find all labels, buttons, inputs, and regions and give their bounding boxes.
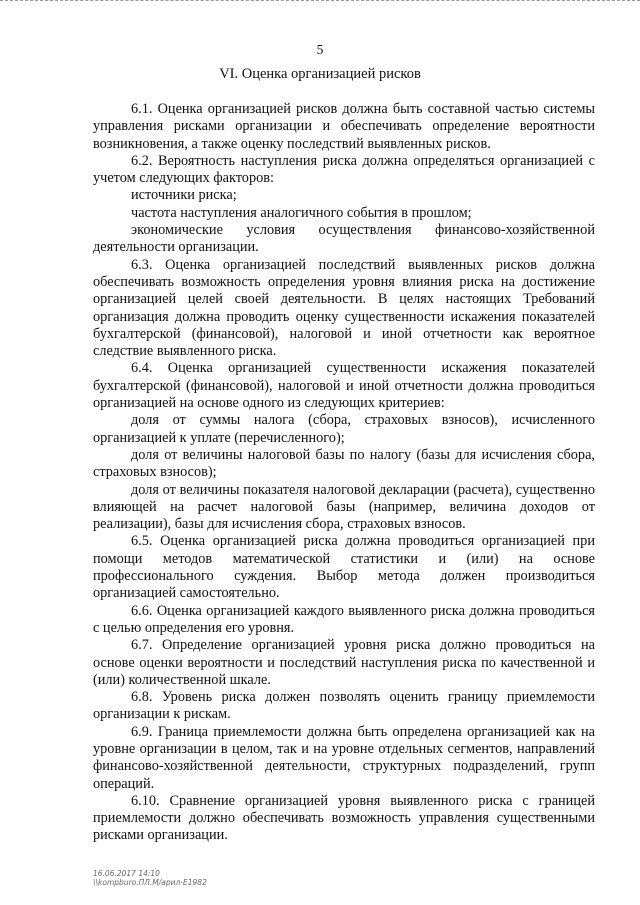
footer-filepath: \\kompburo.ПЛ.М/арил-Е1982 <box>93 878 207 887</box>
list-item: частота наступления аналогичного события в прошлом; <box>131 204 472 221</box>
page-number: 5 <box>316 42 324 57</box>
paragraph-6-7: 6.7. Определение организацией уровня риска должно проводиться на основе оценки вероятности и последствий наступления риска по качественной и (или) количественной шкале. <box>93 637 595 688</box>
document-body <box>93 101 595 845</box>
paragraph-6-9: 6.9. Граница приемлемости должна быть определена организацией как на уровне организации в целом, так и на уровне отдельных сегментов, направлений финансово-хозяйственной деятельности, структурных подразделений, групп операций. <box>93 723 595 792</box>
paragraph-6-5: 6.5. Оценка организацией риска должна проводиться организацией при помощи методов математической статистики и (или) на основе профессионального суждения. Выбор метода должен производиться организацией самостоятельно. <box>93 533 595 602</box>
paragraph-6-6: 6.6. Оценка организацией каждого выявленного риска должна проводиться с целью определения его уровня. <box>93 602 595 636</box>
top-rule <box>0 0 640 3</box>
list-item: доля от суммы налога (сбора, страховых взносов), исчисленного организацией к уплате (перечисленного); <box>93 412 595 446</box>
section-title: VI. Оценка организацией рисков <box>219 66 421 82</box>
list-item: источники риска; <box>131 187 237 204</box>
footer-timestamp: 16.06.2017 14:10 <box>93 869 160 878</box>
paragraph-6-1: 6.1. Оценка организацией рисков должна быть составной частью системы управления рисками организации и обеспечивать определение вероятности возникновения, а также оценку последствий выявленных рисков. <box>93 101 595 152</box>
paragraph-6-2: 6.2. Вероятность наступления риска должна определяться организацией с учетом следующих факторов: <box>93 152 595 187</box>
paragraph-6-10: 6.10. Сравнение организацией уровня выявленного риска с границей приемлемости должно обеспечивать возможность управления существенными рисками организации. <box>93 792 595 844</box>
list-item: доля от величины показателя налоговой декларации (расчета), существенно влияющей на расчет налоговой базы (например, величина доходов от реализации), базы для исчисления сбора, страховых взносов. <box>93 481 595 533</box>
list-item: экономические условия осуществления финансово-хозяйственной деятельности организации. <box>93 222 595 256</box>
paragraph-6-4: 6.4. Оценка организацией существенности искажения показателей бухгалтерской (финансовой), налоговой и иной отчетности должна проводиться организацией на основе одного из следующих критериев: <box>93 360 595 412</box>
list-item: доля от величины налоговой базы по налогу (базы для исчисления сбора, страховых взносов); <box>93 446 595 481</box>
paragraph-6-3: 6.3. Оценка организацией последствий выявленных рисков должна обеспечивать возможность определения уровня влияния риска на достижение организацией целей своей деятельности. В целях настоящих Требований организация должна проводить оценку существенности искажения показателей бухгалтерской (финансовой), налоговой и иной отчетности как вероятное следствие выявленного риска. <box>93 256 595 360</box>
footer-stamp <box>93 869 207 887</box>
paragraph-6-8: 6.8. Уровень риска должен позволять оценить границу приемлемости организации к рискам. <box>93 689 595 723</box>
